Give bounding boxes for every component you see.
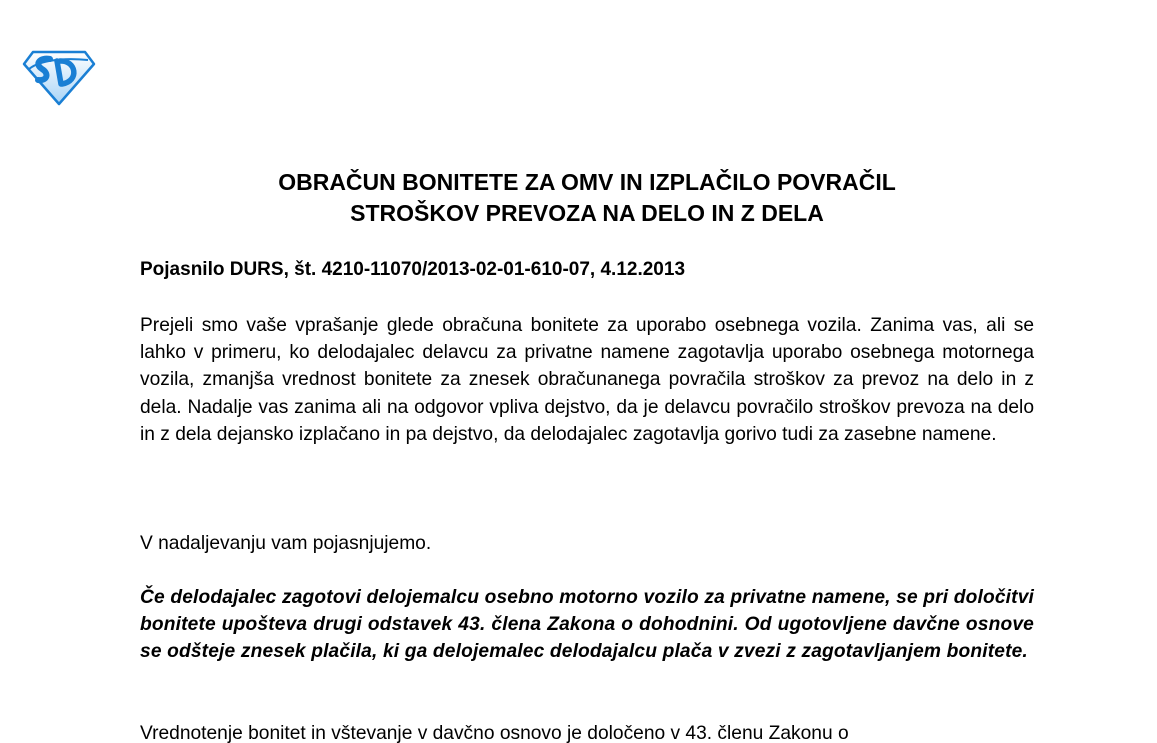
paragraph-emphasis: Če delodajalec zagotovi delojemalcu osebno motorno vozilo za privatne namene, se pri določitvi bonitete upošteva drugi odstavek 43. člena Zakona o dohodnini. Od ugotovljene davčne osnove se odšteje znesek plačila, ki ga delojemalec delodajalcu plača v zvezi z zagotavljanjem bonitete. (140, 587, 1034, 663)
document-subtitle: Pojasnilo DURS, št. 4210-11070/2013-02-01-610-07, 4.12.2013 (140, 259, 686, 280)
paragraph-question: Prejeli smo vaše vprašanje glede obračuna bonitete za uporabo osebnega vozila. Zanima vas, ali se lahko v primeru, ko delodajalec delavcu za privatne namene zagotavlja uporabo osebnega motornega vozila, zmanjša vrednost bonitete za znesek obračunanega povračila stroškov za prevoz na delo in z dela. Nadalje vas zanima ali na odgovor vpliva dejstvo, da je delavcu povračilo stroškov prevoza na delo in z dela dejansko izplačano in pa dejstvo, da delodajalec zagotavlja gorivo tudi za zasebne namene. (140, 315, 1034, 445)
document-title (140, 167, 1034, 229)
sd-logo-icon (22, 48, 96, 106)
title-line-1: OBRAČUN BONITETE ZA OMV IN IZPLAČILO POVRAČIL (278, 169, 896, 195)
paragraph-intro: V nadaljevanju vam pojasnjujemo. (140, 533, 432, 554)
title-line-2: STROŠKOV PREVOZA NA DELO IN Z DELA (350, 200, 824, 226)
paragraph-continued: Vrednotenje bonitet in vštevanje v davčno osnovo je določeno v 43. členu Zakonu o (140, 723, 849, 743)
